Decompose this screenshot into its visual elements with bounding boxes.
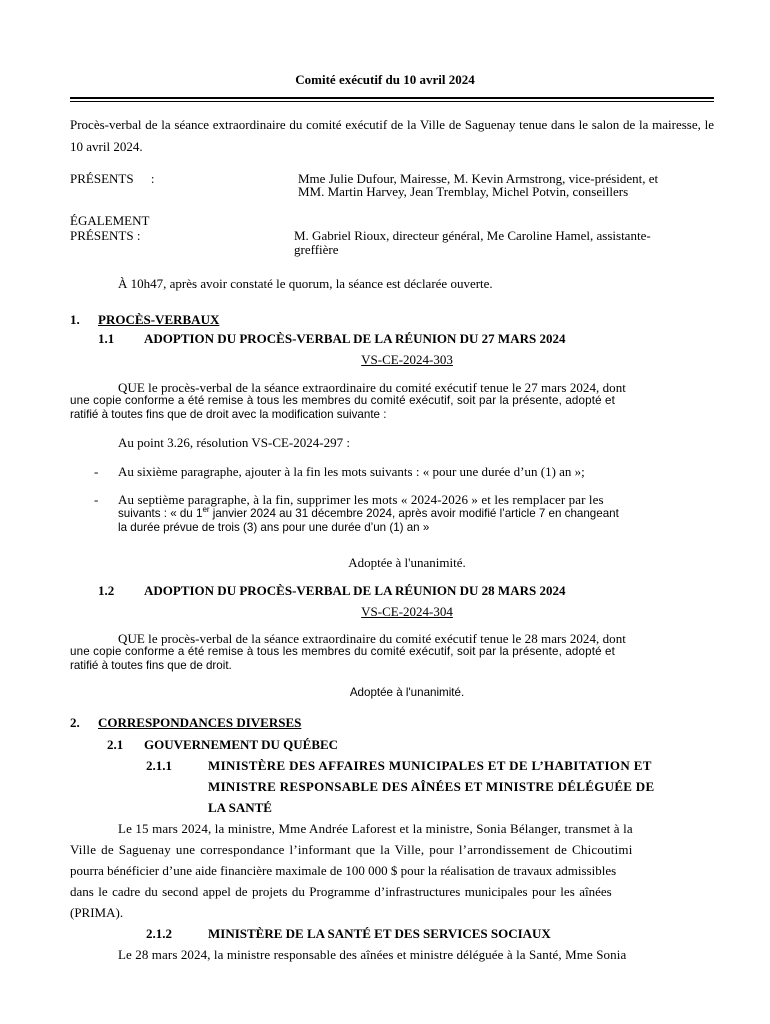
item-2-1-1-para-line-3: pourra bénéficier d’une aide financière maximale de 100 000 $ pour la réalisation de travaux admissibles xyxy=(70,863,617,878)
also-present-label-1: ÉGALEMENT xyxy=(70,213,150,228)
bullet-2-line-2-start: suivants : « du 1 xyxy=(118,507,203,520)
presents-line-1: Mme Julie Dufour, Mairesse, M. Kevin Armstrong, vice-président, et xyxy=(298,171,659,186)
presents-line-2: MM. Martin Harvey, Jean Tremblay, Michel Potvin, conseillers xyxy=(298,184,629,199)
item-1-2-para-line-2: une copie conforme a été remise à tous les membres du comité exécutif, soit par la présente, adopté et xyxy=(70,645,616,658)
section-2-number: 2. xyxy=(70,715,80,730)
item-2-1-2-para-line-1: Le 28 mars 2024, la ministre responsable des aînées et ministre déléguée à la Santé, Mme Sonia xyxy=(118,947,627,962)
section-2-title: CORRESPONDANCES DIVERSES xyxy=(98,715,302,730)
header-rule-thin xyxy=(70,101,714,102)
section-1-title: PROCÈS-VERBAUX xyxy=(98,312,220,327)
bullet-dash-1: - xyxy=(94,464,99,479)
bullet-2-line-1: Au septième paragraphe, à la fin, supprimer les mots « 2024-2026 » et les remplacer par les xyxy=(118,492,604,507)
item-1-2-title: ADOPTION DU PROCÈS-VERBAL DE LA RÉUNION DU 28 MARS 2024 xyxy=(144,583,566,598)
item-2-1-2-title: MINISTÈRE DE LA SANTÉ ET DES SERVICES SOCIAUX xyxy=(208,926,551,941)
item-2-1-1-title-line-2: MINISTRE RESPONSABLE DES AÎNÉES ET MINISTRE DÉLÉGUÉE DE xyxy=(208,779,655,794)
item-1-1-number: 1.1 xyxy=(98,331,115,346)
ordinal-superscript: er xyxy=(202,505,210,515)
also-present-label-2: PRÉSENTS : xyxy=(70,228,141,243)
sub-2-1-title: GOUVERNEMENT DU QUÉBEC xyxy=(144,737,339,752)
presents-label: PRÉSENTS : xyxy=(70,171,155,186)
resolution-303: VS-CE-2024-303 xyxy=(361,352,453,367)
intro-paragraph: Procès-verbal de la séance extraordinaire du comité exécutif de la Ville de Saguenay tenue dans le salon de la mairesse, le 10 avril 2024. xyxy=(70,117,714,154)
item-2-1-1-title-line-1: MINISTÈRE DES AFFAIRES MUNICIPALES ET DE L’HABITATION ET xyxy=(208,758,652,773)
opening-statement: À 10h47, après avoir constaté le quorum, la séance est déclarée ouverte. xyxy=(118,276,493,291)
section-1-number: 1. xyxy=(70,312,80,327)
item-1-1-title: ADOPTION DU PROCÈS-VERBAL DE LA RÉUNION DU 27 MARS 2024 xyxy=(144,331,566,346)
adopted-1-1: Adoptée à l'unanimité. xyxy=(348,555,466,570)
item-1-2-para-line-1: QUE le procès-verbal de la séance extraordinaire du comité exécutif tenue le 28 mars 2024, dont xyxy=(118,631,626,646)
sub-2-1-number: 2.1 xyxy=(107,737,124,752)
item-2-1-1-para-line-4: dans le cadre du second appel de projets du Programme d’infrastructures municipales pour les aînées xyxy=(70,884,612,899)
item-1-2-number: 1.2 xyxy=(98,583,115,598)
item-1-1-para-line-2: une copie conforme a été remise à tous les membres du comité exécutif, soit par la présente, adopté et xyxy=(70,394,616,407)
item-1-1-para-line-3: ratifié à toutes fins que de droit avec la modification suivante : xyxy=(70,408,387,421)
item-2-1-1-para-line-1: Le 15 mars 2024, la ministre, Mme Andrée Laforest et la ministre, Sonia Bélanger, transmet à la xyxy=(118,821,633,836)
item-2-1-1-para-line-5: (PRIMA). xyxy=(70,905,124,920)
also-present-line-2: greffière xyxy=(294,242,339,257)
item-2-1-1-title-line-3: LA SANTÉ xyxy=(208,800,272,815)
bullet-dash-2: - xyxy=(94,492,99,507)
bullet-2-line-2 xyxy=(118,507,619,520)
adopted-1-2: Adoptée à l'unanimité. xyxy=(349,686,465,699)
item-1-2-para-line-3: ratifié à toutes fins que de droit. xyxy=(70,659,232,672)
bullet-2-line-3: la durée prévue de trois (3) ans pour une durée d’un (1) an » xyxy=(118,521,430,534)
item-1-1-para-line-1: QUE le procès-verbal de la séance extraordinaire du comité exécutif tenue le 27 mars 2024, dont xyxy=(118,380,626,395)
also-present-line-1: M. Gabriel Rioux, directeur général, Me Caroline Hamel, assistante- xyxy=(294,228,651,243)
item-2-1-2-number: 2.1.2 xyxy=(146,926,172,941)
bullet-1-text: Au sixième paragraphe, ajouter à la fin les mots suivants : « pour une durée d’un (1) an »; xyxy=(118,464,585,479)
item-2-1-1-para-line-2: Ville de Saguenay une correspondance l’informant que la Ville, pour l’arrondissement de Chicoutimi xyxy=(70,842,633,857)
item-2-1-1-number: 2.1.1 xyxy=(146,758,172,773)
header-rule-thick xyxy=(70,97,714,99)
resolution-304: VS-CE-2024-304 xyxy=(361,604,453,619)
page-title: Comité exécutif du 10 avril 2024 xyxy=(295,72,475,87)
bullet-2-line-2-end: janvier 2024 au 31 décembre 2024, après avoir modifié l’article 7 en changeant xyxy=(209,507,619,520)
point-reference: Au point 3.26, résolution VS-CE-2024-297 : xyxy=(118,435,350,450)
